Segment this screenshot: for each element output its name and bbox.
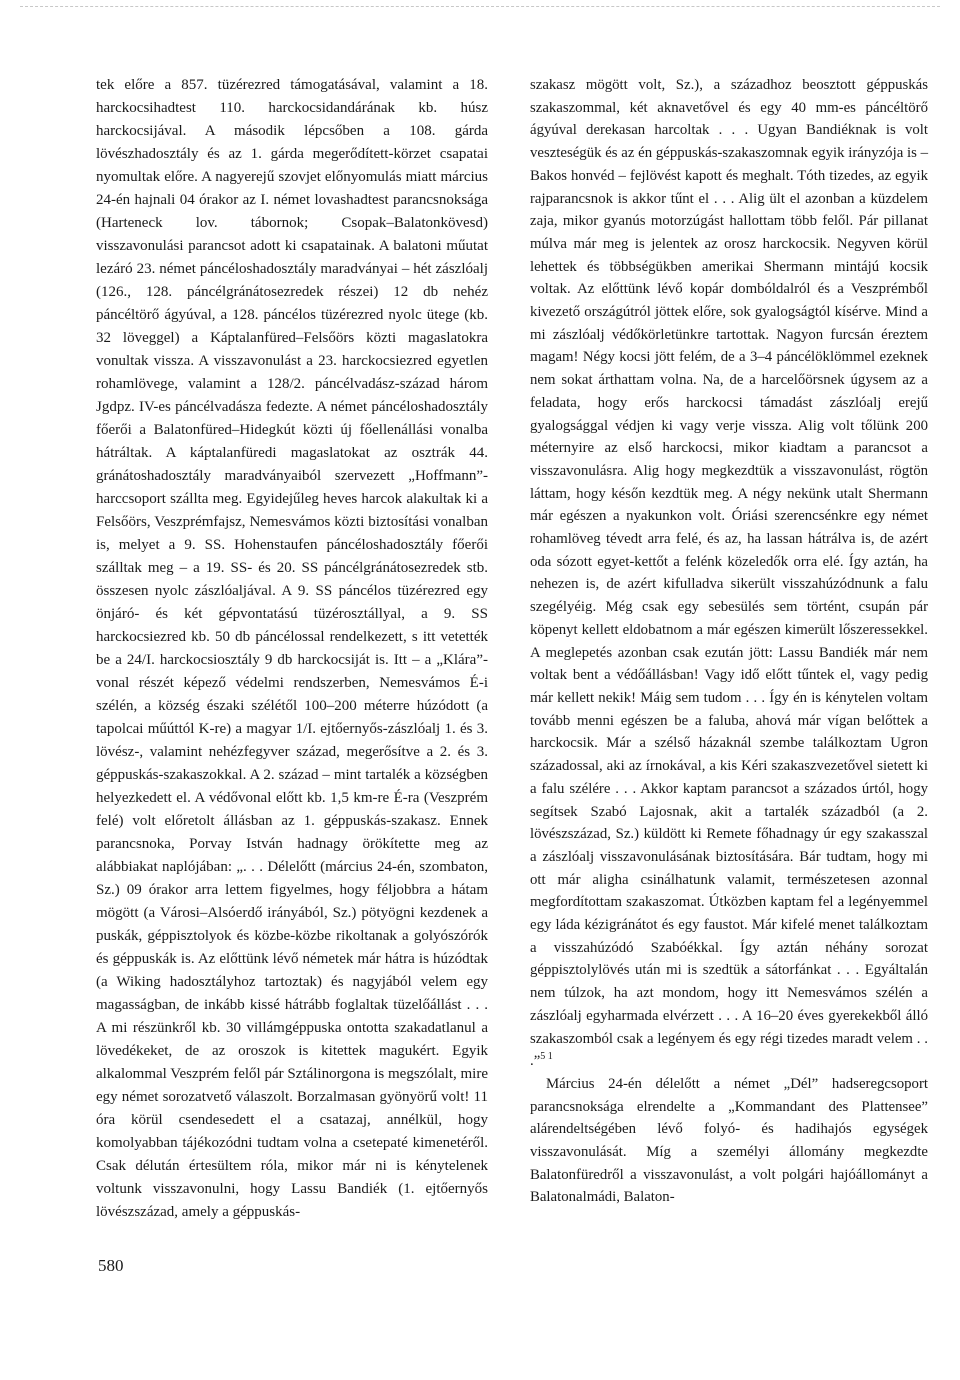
right-paragraph-1-text: szakasz mögött volt, Sz.), a századhoz beosztott géppuskás szakaszommal, két aknavetővel és egy 40 mm-es páncéltörő ágyúval derekasan harcoltak . . . Ugyan Bandiéknak is volt veszteségük és az én géppuskás-szakaszomnak egyik irányzója is – Bakos honvéd – fejlövést kapott és meghalt. Tóth tizedes, az egyik rajparancsnok is akkor tűnt el . . . Alig ült el azonban a küzdelem zaja, mikor gyanús motorzúgást hallottam több felől. Pár pillanat múlva már meg is jelentek az orosz harckocsik. Negyven körül lehettek és többségükben amerikai Shermann mintájú kocsik voltak. Az előttünk lévő kopár dombóldalról és a Veszprémből kivezető országútról jöttek előre, sok gyalogságtól kísérve. Mind a mi zászlóalj védőkörletünkre tartottak. Nagyon furcsán éreztem magam! Négy kocsi jött felém, de a 3–4 páncélöklömmel ezeknek nem sokat árthattam volna. Na, de a harcelőörsnek úgysem az a feladata, hogy erős harckocsi támadást zászlóalj erejű gyalogsággal védjen ki vagy verje vissza. Alig volt tőlünk 200 méternyire az első harckocsi, mikor kiadtam a parancsot a visszavonulásra. Alig hogy megkezdtük a visszavonulást, rögtön láttam, hogy későn kezdtük meg. A négy nekünk utalt Shermann már egészen a nyakunkon volt. Óriási szerencsénkre egy német rohamlöveg tévedt arra felé, és az, ha lassan hátrálva is, de azért oda sózott egyet-kettőt a felénk közeledők orra elé. Így aztán, ha nehezen is, de azért kifulladva sikerült visszahúzódnunk a falu szegélyéig. Még csak egy sebesülés sem történt, csupán pár köpenyt kellett eldobatnom a már egészen kimerült lőszeressekkel. A meglepetés azonban csak ezután jött: Lassu Bandiék már nem voltak bent a védőállásban! Vagy idő előtt tűntek el, vagy pedig már kellett nekik! Máig sem tudom . . . Így én is kénytelen voltam tovább menni egészen be a faluba, ahová már vígan belőttek a harckocsik. Már a szélső házaknál szembe találkoztam Ugron századossal, aki az írnokával, a kis Kéri szakaszvezetővel sietett ki a falu szélére . . . Akkor kaptam parancsot a százados úrtól, hogy segítsek Szabó Lajosnak, akit a tartalék századból (a 2. lövészszázad, Sz.) küldött ki Remete főhadnagy úr egy szakasszal a zászlóalj visszavonulásának biztosítására. Bár tudtam, hogy mi ott már aligha csinálhatunk valamit, természetesen azonnal megfordítottam szakaszomat. Útközben kaptam fel a legényemmel egy láda kézigránátot és egy faustot. Már kifelé menet találkoztam a visszahúzódó Szabóékkal. Így aztán néhány sorozat géppisztolylövés után mi is szedtük a sátorfánkat . . . Egyáltalán nem túlzok, ha azt mondom, hogy itt Nemesvámos szélén a zászlóalj egyharmada elvérzett . . . A 16–20 éves gyerekekből álló szakaszomból csak a legényem és egy régi tizedes maradt velem . . .” — [530, 77, 928, 1070]
footnote-marker[interactable]: 5 1 — [540, 1051, 553, 1063]
left-text-column — [96, 74, 488, 1224]
right-paragraph-1 — [530, 74, 928, 1073]
page-number: 580 — [98, 1256, 124, 1275]
left-paragraph-1: tek előre a 857. tüzérezred támogatásával, valamint a 18. harckocsihadtest 110. harckocsidandárának kb. húsz harckocsijával. A második lépcsőben a 108. gárda lövészhadosztály és az 1. gárda megerődített-körzet csapatai nyomultak előre. A nagyerejű szovjet előnyomulás miatt március 24-én hajnali 04 órakor az I. német lovashadtest parancsnoksága (Harteneck lov. tábornok; Csopak–Balatonkövesd) visszavonulási parancsot adott ki csapatainak. A balatoni műutat lezáró 23. német páncéloshadosztály maradványai – hét zászlóalj (126., 128. páncélgránátosezredek részei) 12 db nehéz páncéltörő ágyúval, a 128. páncélos tüzérezred nyolc ütege (kb. 32 löveggel) a Káptalanfüred–Felsőörs közti magaslatokra vonultak vissza. A visszavonulást a 23. harckocsiezred egyetlen rohamlövege, valamint a 128/2. páncélvadász-század három Jgdpz. IV-es páncélvadásza fedezte. A német páncéloshadosztály főerői a Balatonfüred–Hidegkút közti új főellenállási vonalba hátráltak. A káptalanfüredi magaslatokat az osztrák 44. gránátoshadosztály maradványaiból szervezett „Hoffmann”-harccsoport szállta meg. Egyidejűleg heves harcok alakultak ki a Felsőörs, Veszprémfajsz, Nemesvámos közti biztosítási vonalban is, melyet a 9. SS. Hohenstaufen páncéloshadosztály főerői szálltak meg – a 19. SS- és 20. SS páncélgránátosezredek stb. összesen nyolc zászlóaljával. A 9. SS páncélos tüzérezred egy önjáró- és két gépvontatású tüzérosztállyal, a 9. SS harckocsiezred kb. 50 db páncélossal rendelkezett, s itt vetették be a 24/I. harckocsiosztály 9 db harckocsiját is. Itt – a „Klára”-vonal részét képező védelmi rendszerben, Nemesvámos É-i szélén, a község északi szélétől 100–200 méterre húzódott (a tapolcai műúttól K-re) a magyar 1/I. ejtőernyős-zászlóalj 1. és 3. lövész-, valamint nehézfegyver század, megerősítve a 2. és 3. géppuskás-szakaszokkal. A 2. század – mint tartalék a községben helyezkedett el. A védővonal előtt kb. 1,5 km-re É-ra (Veszprém felé) volt előretolt állásban az 1. géppuskás-szakasz. Ennek parancsnoka, Porvay István hadnagy örökítette meg az alábbiakat naplójában: „. . . Délelőtt (március 24-én, szombaton, Sz.) 09 órakor arra lettem figyelmes, hogy féljobbra a hátam mögött (a Városi–Alsóerdő irányából, Sz.) pötyögni kezdenek a puskák, géppisztolyok és közbe-közbe rikoltanak a golyószórók és géppuskák is. Az előttünk lévő németek már hátra is húzódtak (a Wiking hadosztályhoz tartoztak) és nagyjából velem egy magasságban, de inkább kissé hátrább foglaltak tüzelőállást . . . A mi részünkről kb. 30 villámgéppuska ontotta szakadatlanul a lövedékeket, de az oroszok is kitettek magukért. Egyik alkalommal Veszprém felől pár Sztálinorgona is megszólalt, mire egy német sorozatvető válaszolt. Borzalmasan gyönyörű volt! 11 óra körül csendesedett el a csatazaj, annélkül, hogy komolyabban tájékozódni tudtam volna a csetepaté kimenetéről. Csak délután értesültem róla, mikor már ni is kénytelenek voltunk visszavonulni, hogy Lassu Bandiék (1. ejtőernyős lövészszázad, amely a géppuskás- — [96, 77, 488, 1220]
right-paragraph-2: Március 24-én délelőtt a német „Dél” hadseregcsoport parancsnoksága elrendelte a „Kommandant des Plattensee” alárendeltségében lévő folyó- és hadihajós egységek visszavonulását. Míg a személyi állomány megkezdte Balatonfüredről a visszavonulást, a volt polgári hajóállományt a Balatonalmádi, Balaton- — [530, 1075, 928, 1206]
right-text-column — [530, 74, 928, 1209]
scan-top-edge — [20, 6, 940, 7]
